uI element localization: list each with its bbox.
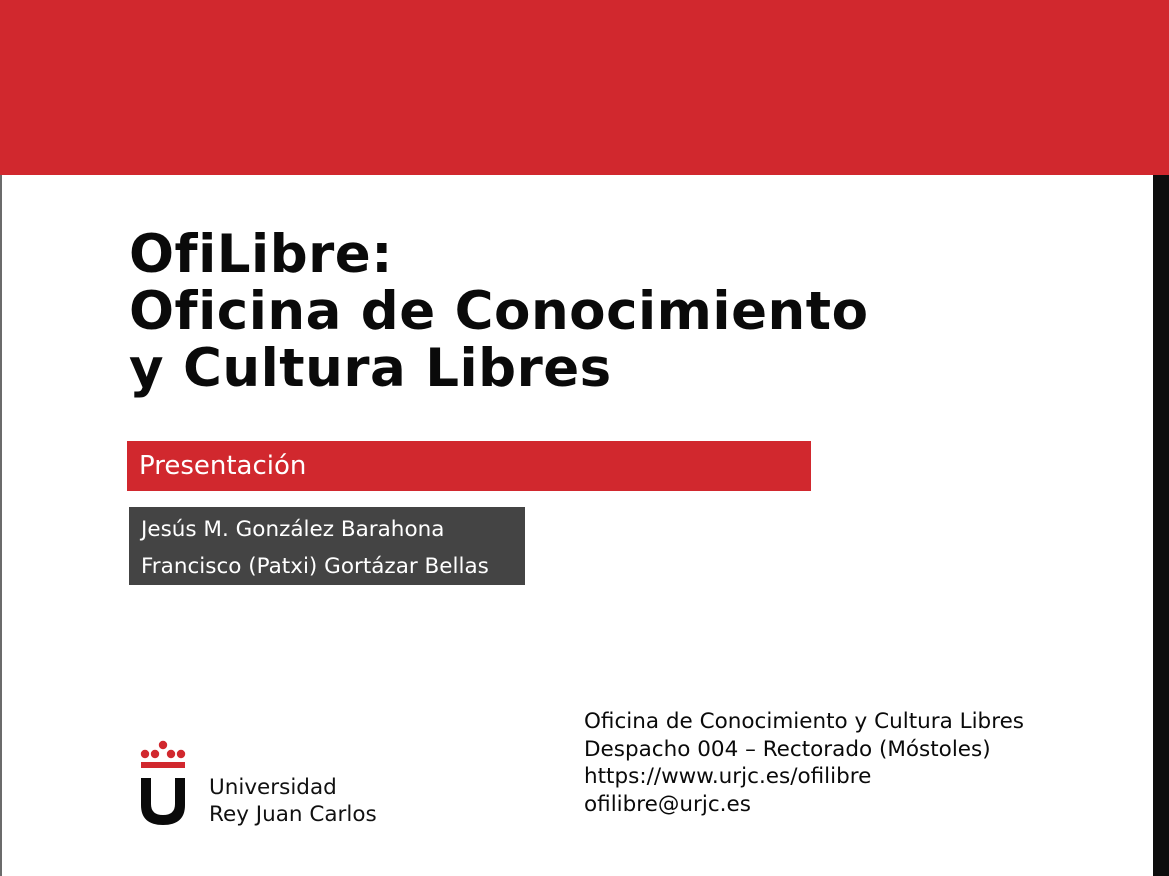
contact-email[interactable]: ofilibre@urjc.es [584, 791, 751, 817]
urjc-logo [140, 740, 186, 830]
author-1: Jesús M. González Barahona [141, 517, 445, 542]
title-line-3: y Cultura Libres [129, 338, 612, 399]
authors-box [129, 507, 525, 585]
author-2: Francisco (Patxi) Gortázar Bellas [141, 554, 489, 579]
header-band [0, 0, 1169, 175]
left-edge-line [0, 175, 2, 876]
university-name-line-1: Universidad [209, 775, 337, 800]
slide-title [129, 226, 869, 397]
university-name [209, 774, 377, 828]
title-line-2: Oficina de Conocimiento [129, 281, 869, 342]
urjc-crown-u-icon [140, 740, 186, 826]
contact-url[interactable]: https://www.urjc.es/ofilibre [584, 764, 872, 789]
title-line-1: OfiLibre: [129, 224, 393, 285]
contact-address: Despacho 004 – Rectorado (Móstoles) [584, 736, 991, 762]
university-name-line-2: Rey Juan Carlos [209, 802, 377, 827]
section-label: Presentación [127, 441, 811, 491]
contact-office: Oficina de Conocimiento y Cultura Libres [584, 709, 1025, 734]
contact-info [584, 708, 1024, 818]
right-edge-bar [1153, 175, 1169, 876]
